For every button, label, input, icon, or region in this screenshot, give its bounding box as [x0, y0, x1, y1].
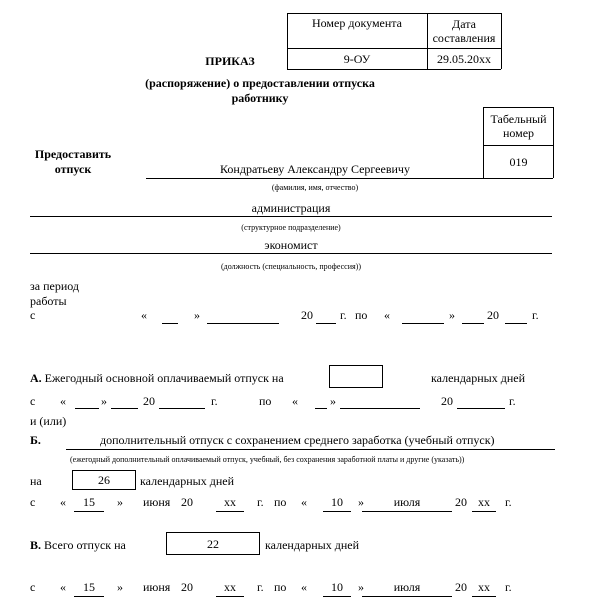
section-a-q-open-1: « — [60, 394, 66, 408]
section-a-year-2: 20 — [441, 394, 453, 408]
order-title: ПРИКАЗ — [205, 54, 255, 68]
section-b-from: с — [30, 495, 36, 509]
section-a-text: Ежегодный основной оплачиваемый отпуск на — [44, 371, 284, 385]
section-b-q-close-1: » — [117, 495, 123, 509]
section-v-text: Всего отпуск на — [44, 538, 126, 552]
grant-label: Предоставить отпуск — [34, 147, 112, 176]
doc-date-header: Дата составления — [432, 17, 496, 45]
section-b-end-day: 10 — [331, 495, 343, 509]
section-v-days-label: календарных дней — [265, 538, 360, 552]
section-v-to: по — [274, 580, 287, 594]
section-b-start-year: хх — [224, 495, 236, 509]
section-v-start-month: июня — [143, 580, 171, 594]
period-year-1: 20 — [301, 308, 313, 322]
section-b-start-day: 15 — [83, 495, 95, 509]
section-a-days-label: календарных дней — [431, 371, 526, 385]
section-v-days-box[interactable] — [166, 532, 260, 555]
section-b-caption: (ежегодный дополнительный оплачиваемый отпуск, учебный, без сохранения заработной платы и другие (указать)) — [70, 455, 465, 464]
tab-number-header: Табельный номер — [490, 112, 547, 140]
employee-caption: (фамилия, имя, отчество) — [271, 183, 359, 192]
period-label-1: за период — [30, 279, 79, 293]
section-a-label — [30, 371, 284, 386]
section-v-end-day: 10 — [331, 580, 343, 594]
period-q-close-2: » — [449, 308, 455, 322]
section-v-from: с — [30, 580, 36, 594]
section-b-on: на — [30, 474, 42, 488]
section-v-end-year-prefix: 20 — [455, 580, 467, 594]
section-v-end-year: хх — [478, 580, 490, 594]
section-v-year-suffix-2: г. — [505, 580, 512, 594]
section-b-start-month: июня — [143, 495, 171, 509]
section-v-label — [30, 538, 126, 553]
section-a-q-close-2: » — [330, 394, 336, 408]
section-v-start-year-prefix: 20 — [181, 580, 193, 594]
tab-number-value: 019 — [509, 155, 528, 169]
employee-name: Кондратьеву Александру Сергеевичу — [220, 162, 410, 176]
section-v-q-close-1: » — [117, 580, 123, 594]
and-or-label: и (или) — [30, 414, 67, 428]
period-to: по — [355, 308, 368, 322]
period-year-2: 20 — [487, 308, 499, 322]
section-v-q-open-1: « — [60, 580, 66, 594]
section-a-q-open-2: « — [292, 394, 298, 408]
department-caption: (структурное подразделение) — [241, 223, 341, 232]
section-v-letter: В. — [30, 538, 42, 552]
order-subtitle-1: (распоряжение) о предоставлении отпуска — [145, 76, 375, 90]
section-a-year-suffix-1: г. — [211, 394, 218, 408]
doc-date-value: 29.05.20xx — [437, 52, 491, 66]
section-a-letter: А. — [30, 371, 42, 385]
section-a-q-close-1: » — [101, 394, 107, 408]
department: администрация — [251, 201, 331, 215]
order-subtitle-2: работнику — [231, 91, 289, 105]
section-a-days-box[interactable] — [329, 365, 383, 388]
period-year-suffix-2: г. — [532, 308, 539, 322]
period-label-3: с — [30, 308, 36, 322]
section-b-days-value: 26 — [98, 473, 110, 487]
section-b-start-year-prefix: 20 — [181, 495, 193, 509]
section-b-q-open-1: « — [60, 495, 66, 509]
section-b-end-year: хх — [478, 495, 490, 509]
section-b-text: дополнительный отпуск с сохранением среднего заработка (учебный отпуск) — [100, 433, 495, 447]
section-b-end-year-prefix: 20 — [455, 495, 467, 509]
section-b-q-close-2: » — [358, 495, 364, 509]
section-a-year-1: 20 — [143, 394, 155, 408]
section-b-to: по — [274, 495, 287, 509]
section-b-days-label: календарных дней — [140, 474, 235, 488]
section-b-days-box[interactable] — [72, 470, 136, 490]
section-v-start-year: хх — [224, 580, 236, 594]
section-v-year-suffix-1: г. — [257, 580, 264, 594]
section-v-days-value: 22 — [207, 536, 219, 551]
period-q-open-2: « — [384, 308, 390, 322]
doc-number-value: 9-ОУ — [343, 52, 371, 66]
section-a-year-suffix-2: г. — [509, 394, 516, 408]
section-b-q-open-2: « — [301, 495, 307, 509]
section-a-to: по — [259, 394, 272, 408]
section-b-end-month: июля — [393, 495, 421, 509]
section-b-year-suffix-1: г. — [257, 495, 264, 509]
section-b-letter: Б. — [30, 433, 41, 447]
section-b-year-suffix-2: г. — [505, 495, 512, 509]
section-a-from: с — [30, 394, 36, 408]
section-v-end-month: июля — [393, 580, 421, 594]
section-a-days-value — [330, 366, 382, 387]
position-caption: (должность (специальность, профессия)) — [221, 262, 361, 271]
doc-number-header: Номер документа — [311, 16, 403, 30]
section-v-q-close-2: » — [358, 580, 364, 594]
period-year-suffix-1: г. — [340, 308, 347, 322]
section-v-q-open-2: « — [301, 580, 307, 594]
period-q-open-1: « — [141, 308, 147, 322]
position: экономист — [264, 238, 318, 252]
period-label-2: работы — [30, 294, 67, 308]
period-q-close-1: » — [194, 308, 200, 322]
section-v-start-day: 15 — [83, 580, 95, 594]
